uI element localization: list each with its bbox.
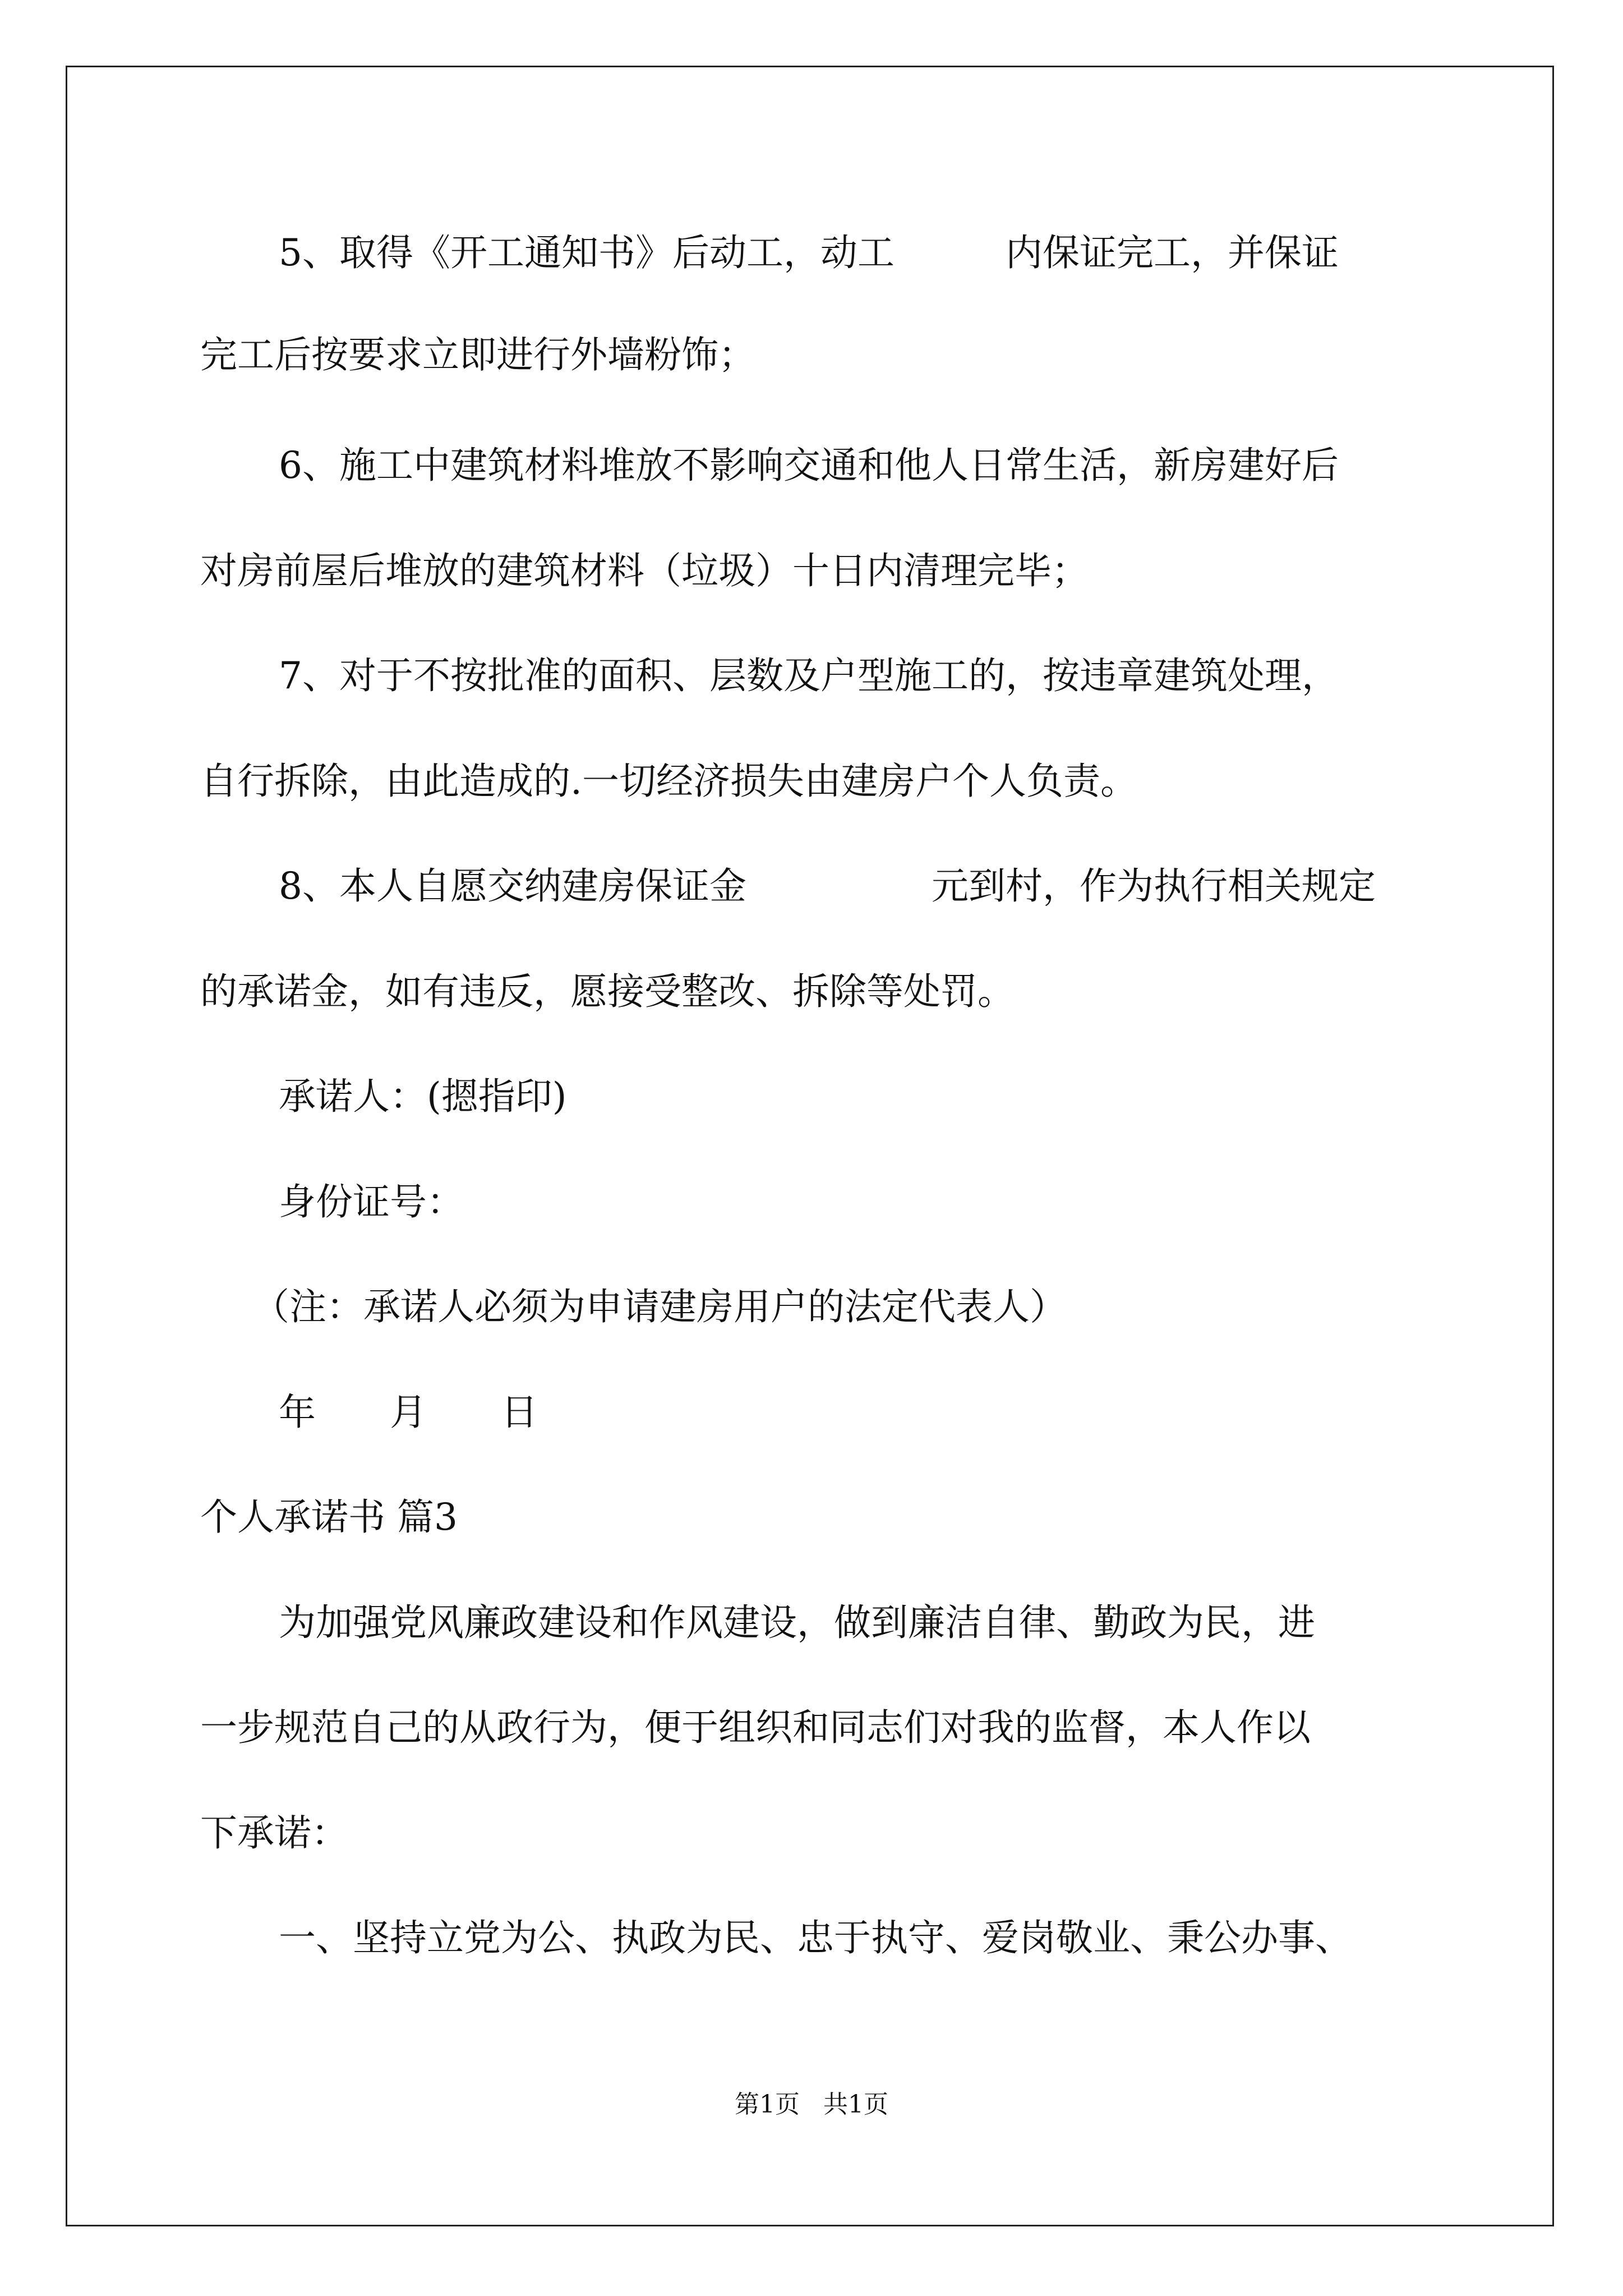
text-line: 承诺人：(摁指印): [279, 1075, 567, 1118]
text-line: 年 月 日: [279, 1391, 538, 1434]
text-line: 个人承诺书 篇3: [200, 1496, 458, 1539]
page-total: 共1页: [823, 2090, 888, 2119]
page-number: 第1页: [735, 2090, 800, 2119]
text-line: 8、本人自愿交纳建房保证金 元到村，作为执行相关规定: [279, 864, 1376, 908]
text-line: （注：承诺人必须为申请建房用户的法定代表人）: [252, 1285, 1067, 1328]
text-line: 下承诺：: [200, 1811, 348, 1855]
text-line: 6、施工中建筑材料堆放不影响交通和他人日常生活，新房建好后: [279, 444, 1339, 487]
text-line: 为加强党风廉政建设和作风建设，做到廉洁自律、勤政为民，进: [279, 1601, 1315, 1644]
text-line: 一步规范自己的从政行为，便于组织和同志们对我的监督，本人作以: [200, 1706, 1311, 1749]
text-line: 的承诺金，如有违反，愿接受整改、拆除等处罚。: [200, 970, 1015, 1013]
page-border: [66, 66, 1554, 2226]
text-line: 自行拆除，由此造成的.一切经济损失由建房户个人负责。: [200, 760, 1137, 803]
text-line: 身份证号：: [279, 1180, 464, 1223]
text-line: 7、对于不按批准的面积、层数及户型施工的，按违章建筑处理，: [279, 654, 1339, 697]
page-footer: [0, 2084, 1623, 2120]
text-line: 完工后按要求立即进行外墙粉饰；: [200, 333, 755, 376]
text-line: 对房前屋后堆放的建筑材料（垃圾）十日内清理完毕；: [200, 549, 1089, 592]
text-line: 5、取得《开工通知书》后动工，动工 内保证完工，并保证: [279, 231, 1339, 274]
text-line: 一、坚持立党为公、执政为民、忠于执守、爱岗敬业、秉公办事、: [279, 1916, 1352, 1959]
